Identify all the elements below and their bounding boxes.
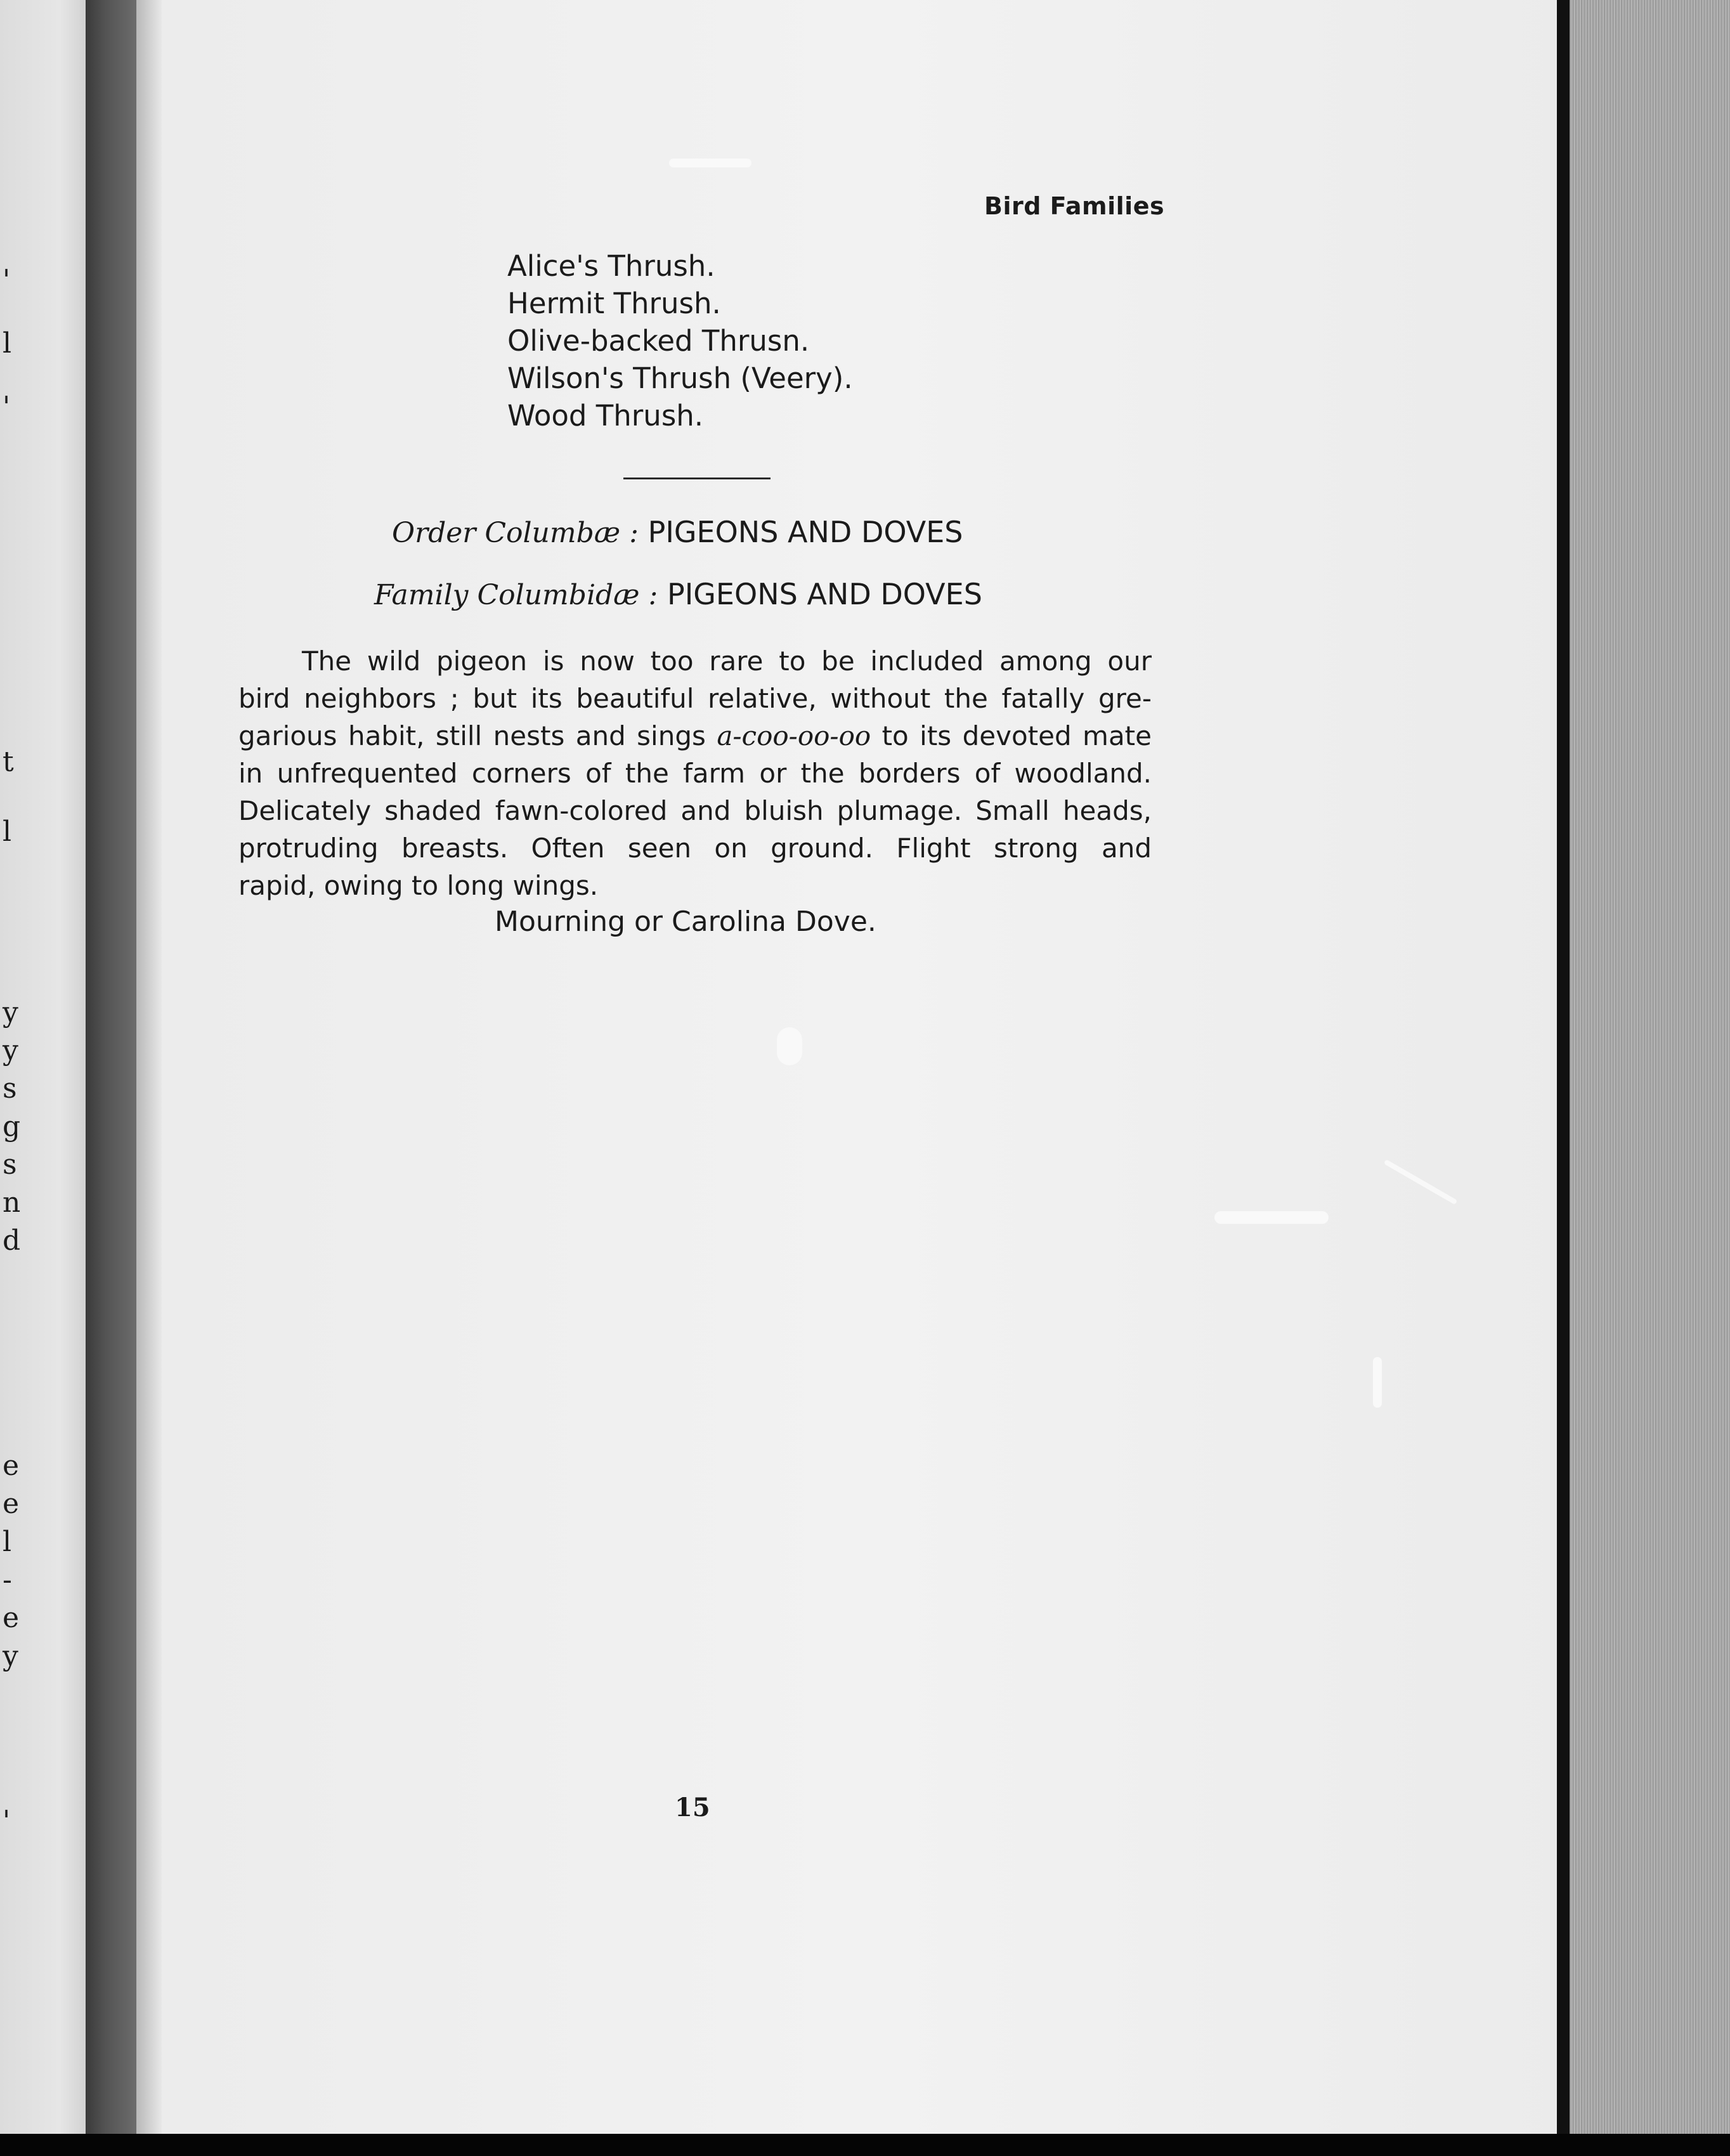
gutter-shadow bbox=[136, 0, 162, 2156]
paragraph-line: Delicately shaded fawn-colored and bluish plumage. Small heads, bbox=[238, 795, 1152, 826]
scan-bottom-border bbox=[0, 2134, 1730, 2156]
previous-page-fragment: l bbox=[3, 327, 12, 360]
list-item: Wilson's Thrush (Veery). bbox=[507, 361, 853, 395]
previous-page-fragment: - bbox=[3, 1564, 12, 1596]
paper-speck bbox=[777, 1027, 802, 1065]
species-name: Mourning or Carolina Dove. bbox=[495, 906, 876, 938]
list-item: Olive-backed Thrusn. bbox=[507, 324, 810, 358]
family-label: Family Columbidæ : bbox=[374, 579, 658, 611]
thrush-species-list bbox=[507, 247, 853, 434]
book-page-edges bbox=[1570, 0, 1730, 2156]
paper-speck bbox=[669, 159, 751, 167]
running-head: Bird Families bbox=[984, 192, 1165, 220]
previous-page-fragment: n bbox=[3, 1186, 21, 1219]
paragraph-line: in unfrequented corners of the farm or the borders of woodland. bbox=[238, 758, 1152, 789]
song-phrase: a-coo-oo-oo bbox=[717, 720, 871, 751]
previous-page-fragment: s bbox=[3, 1072, 17, 1105]
paragraph-line: The wild pigeon is now too rare to be included among our bbox=[302, 646, 1152, 677]
previous-page-fragment: l bbox=[3, 815, 12, 848]
paragraph-line: protruding breasts. Often seen on ground. Flight strong and bbox=[238, 833, 1152, 864]
list-item: Hermit Thrush. bbox=[507, 287, 721, 320]
previous-page-fragment: ' bbox=[3, 391, 11, 423]
paper-speck bbox=[1373, 1357, 1382, 1408]
paragraph-line: bird neighbors ; but its beautiful relative, without the fatally gre- bbox=[238, 683, 1152, 714]
previous-page-fragment: e bbox=[3, 1488, 20, 1520]
list-item: Wood Thrush. bbox=[507, 399, 704, 432]
previous-page-margin bbox=[0, 0, 86, 2156]
family-heading bbox=[374, 577, 982, 611]
order-heading bbox=[392, 515, 963, 549]
previous-page-fragment: d bbox=[3, 1224, 21, 1257]
previous-page-fragment: t bbox=[3, 746, 14, 778]
section-divider bbox=[623, 477, 771, 479]
paragraph-line bbox=[238, 717, 1152, 755]
paragraph-text: to its devoted mate bbox=[881, 720, 1152, 751]
page-surface bbox=[162, 0, 1570, 2156]
book-gutter bbox=[86, 0, 136, 2156]
order-label: Order Columbæ : bbox=[392, 517, 639, 549]
previous-page-fragment: ' bbox=[3, 264, 11, 296]
previous-page-fragment: e bbox=[3, 1602, 20, 1634]
previous-page-fragment: ' bbox=[3, 1805, 11, 1837]
page-number: 15 bbox=[675, 1793, 710, 1822]
family-name: PIGEONS AND DOVES bbox=[667, 577, 982, 611]
previous-page-fragment: s bbox=[3, 1148, 17, 1181]
paragraph-text: garious habit, still nests and sings bbox=[238, 720, 706, 751]
previous-page-fragment: y bbox=[3, 996, 18, 1029]
paragraph-line: rapid, owing to long wings. bbox=[238, 870, 599, 901]
previous-page-fragment: y bbox=[3, 1034, 18, 1067]
order-name: PIGEONS AND DOVES bbox=[647, 515, 963, 549]
previous-page-fragment: e bbox=[3, 1450, 20, 1482]
previous-page-fragment: g bbox=[3, 1110, 21, 1143]
paper-speck bbox=[1384, 1159, 1458, 1205]
previous-page-fragment: y bbox=[3, 1640, 18, 1672]
family-description bbox=[238, 642, 1152, 904]
paper-speck bbox=[1214, 1211, 1329, 1224]
previous-page-fragment: l bbox=[3, 1526, 12, 1558]
list-item: Alice's Thrush. bbox=[507, 249, 715, 283]
